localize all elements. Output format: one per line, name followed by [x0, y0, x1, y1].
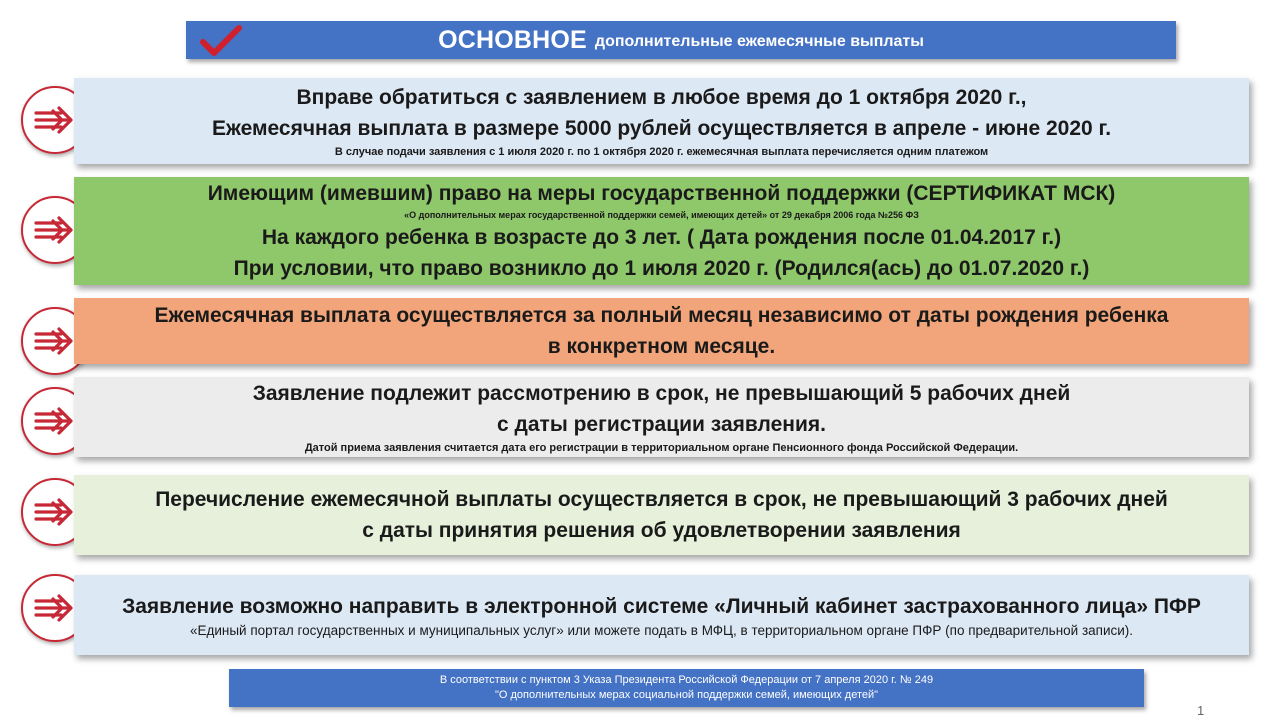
- block-3-line-2: в конкретном месяце.: [547, 335, 776, 358]
- block-2-line-3: При условии, что право возникло до 1 июля 2020 г. (Родился(ась) до 01.07.2020 г.): [233, 257, 1090, 280]
- block-3-line-1: Ежемесячная выплата осуществляется за полный месяц независимо от даты рождения ребенка: [154, 304, 1169, 327]
- block-5-line-1: Перечисление ежемесячной выплаты осуществляется в срок, не превышающий 3 рабочих дней: [155, 488, 1168, 511]
- block-2-line-1: Имеющим (имевшим) право на меры государственной поддержки (СЕРТИФИКАТ МСК): [207, 182, 1116, 205]
- block-2-line-2: На каждого ребенка в возрасте до 3 лет. ( Дата рождения после 01.04.2017 г.): [261, 226, 1062, 249]
- footer-bar: [229, 669, 1144, 707]
- block-eligibility: [74, 177, 1249, 285]
- check-mark-icon: [200, 24, 242, 60]
- block-2-law: «О дополнительных мерах государственной поддержки семей, имеющих детей» от 29 декабря 2006 года №256 ФЗ: [404, 210, 919, 220]
- block-submission-channels: [74, 575, 1249, 655]
- footer-line-2: "О дополнительных мерах социальной поддержки семей, имеющих детей": [494, 689, 879, 701]
- block-1-note: В случае подачи заявления с 1 июля 2020 г. по 1 октября 2020 г. ежемесячная выплата перечисляется одним платежом: [334, 146, 989, 158]
- block-full-month-payment: [74, 298, 1249, 364]
- page-subtitle: дополнительные ежемесячные выплаты: [594, 33, 924, 50]
- block-1-line-2: Ежемесячная выплата в размере 5000 рублей осуществляется в апреле - июне 2020 г.: [211, 117, 1112, 140]
- page-title: ОСНОВНОЕ: [438, 25, 587, 54]
- block-review-period: [74, 377, 1249, 457]
- block-6-line-1: Заявление возможно направить в электронной системе «Личный кабинет застрахованного лица» ПФР: [122, 594, 1201, 618]
- block-1-line-1: Вправе обратиться с заявлением в любое время до 1 октября 2020 г.,: [296, 86, 1027, 109]
- block-4-line-2: с даты регистрации заявления.: [497, 413, 826, 436]
- footer-line-1: В соответствии с пунктом 3 Указа Президента Российской Федерации от 7 апреля 2020 г. № 249: [439, 674, 934, 686]
- block-6-line-2: «Единый портал государственных и муниципальных услуг» или можете подать в МФЦ, в территориальном органе ПФР (по предварительной записи).: [189, 622, 1134, 638]
- block-application-deadline: [74, 78, 1249, 164]
- block-4-line-1: Заявление подлежит рассмотрению в срок, не превышающий 5 рабочих дней: [252, 382, 1071, 405]
- page-number: 1: [1197, 703, 1205, 718]
- block-4-note: Датой приема заявления считается дата его регистрации в территориальном органе Пенсионного фонда Российской Федерации.: [304, 442, 1019, 454]
- title-bar: [186, 21, 1176, 59]
- block-transfer-period: [74, 475, 1249, 555]
- block-5-line-2: с даты принятия решения об удовлетворении заявления: [362, 519, 961, 542]
